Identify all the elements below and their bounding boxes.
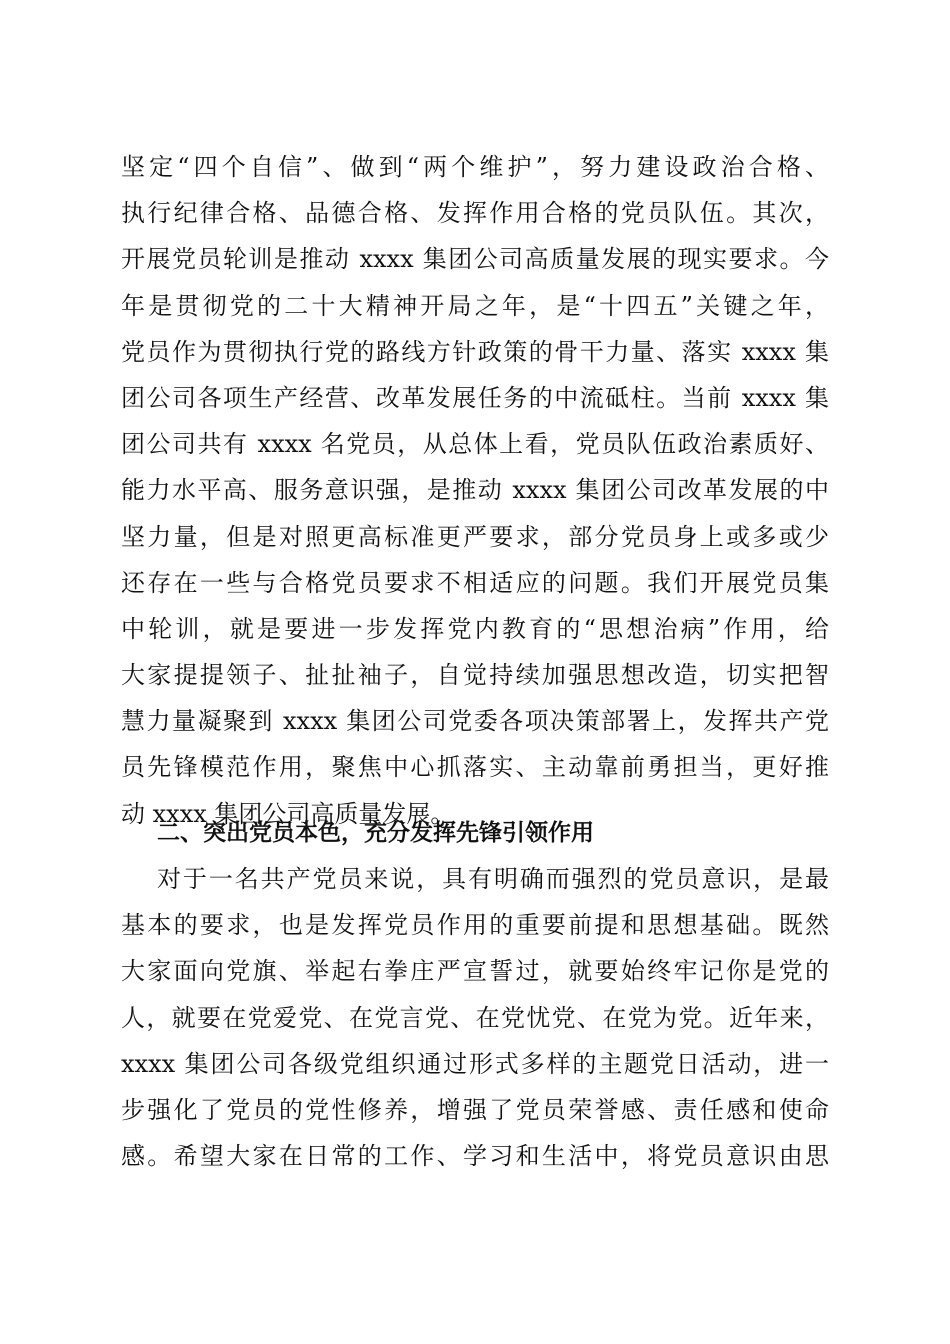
body-paragraph-1 bbox=[121, 144, 829, 837]
text-line: 团公司共有 xxxx 名党员，从总体上看，党员队伍政治素质好、 bbox=[121, 430, 829, 459]
text-line: xxxx 集团公司各级党组织通过形式多样的主题党日活动，进一 bbox=[121, 1049, 829, 1078]
text-line: 坚力量，但是对照更高标准更严要求，部分党员身上或多或少 bbox=[121, 522, 829, 551]
text-line: 能力水平高、服务意识强，是推动 xxxx 集团公司改革发展的中 bbox=[121, 476, 829, 505]
text-line: 员先锋模范作用，聚焦中心抓落实、主动靠前勇担当，更好推 bbox=[121, 753, 829, 782]
text-line: 执行纪律合格、品德合格、发挥作用合格的党员队伍。其次， bbox=[121, 199, 829, 228]
text-line: 大家提提领子、扯扯袖子，自觉持续加强思想改造，切实把智 bbox=[121, 661, 829, 690]
text-line: 对于一名共产党员来说，具有明确而强烈的党员意识，是最 bbox=[157, 865, 829, 893]
section-heading bbox=[121, 808, 829, 858]
text-line: 感。希望大家在日常的工作、学习和生活中，将党员意识由思 bbox=[121, 1142, 829, 1171]
text-line: 人，就要在党爱党、在党言党、在党忧党、在党为党。近年来， bbox=[121, 1003, 829, 1032]
text-line: 年是贯彻党的二十大精神开局之年，是“十四五”关键之年， bbox=[121, 291, 829, 320]
text-line: 团公司各项生产经营、改革发展任务的中流砥柱。当前 xxxx 集 bbox=[121, 383, 829, 412]
text-line: 党员作为贯彻执行党的路线方针政策的骨干力量、落实 xxxx 集 bbox=[121, 337, 829, 366]
text-line: 基本的要求，也是发挥党员作用的重要前提和思想基础。既然 bbox=[121, 911, 829, 940]
text-line: 步强化了党员的党性修养，增强了党员荣誉感、责任感和使命 bbox=[121, 1095, 829, 1124]
section-heading-text: 二、突出党员本色，充分发挥先锋引领作用 bbox=[157, 820, 594, 846]
text-line: 开展党员轮训是推动 xxxx 集团公司高质量发展的现实要求。今 bbox=[121, 245, 829, 274]
text-line: 大家面向党旗、举起右拳庄严宣誓过，就要始终牢记你是党的 bbox=[121, 957, 829, 986]
text-line: 坚定“四个自信”、做到“两个维护”，努力建设政治合格、 bbox=[121, 153, 829, 181]
body-paragraph-2 bbox=[121, 856, 829, 1179]
text-line: 还存在一些与合格党员要求不相适应的问题。我们开展党员集 bbox=[121, 568, 829, 597]
text-line: 动 xxxx 集团公司高质量发展。 bbox=[121, 799, 455, 828]
text-line: 中轮训，就是要进一步发挥党内教育的“思想治病”作用，给 bbox=[121, 614, 829, 643]
text-line: 慧力量凝聚到 xxxx 集团公司党委各项决策部署上，发挥共产党 bbox=[121, 707, 829, 736]
